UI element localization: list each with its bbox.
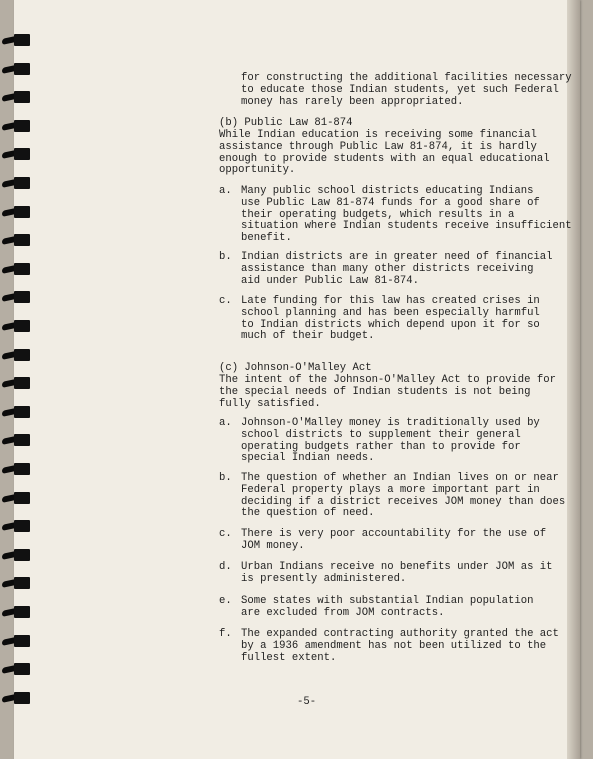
list-item-marker: a. xyxy=(219,417,232,429)
intro-continuation: for constructing the additional facilities necessary to educate those Indian students, yet such Federal money has rarely been appropriated. xyxy=(241,72,572,108)
page-number: -5- xyxy=(297,696,317,708)
list-item-text: The question of whether an Indian lives on or near Federal property plays a more important part in deciding if a district receives JOM money than does the question of need. xyxy=(241,472,566,520)
binding-ring xyxy=(2,202,36,222)
binding-ring xyxy=(2,287,36,307)
binding-ring xyxy=(2,373,36,393)
list-item-marker: c. xyxy=(219,295,232,307)
section-b-body: While Indian education is receiving some financial assistance through Public Law 81-874, it is hardly enough to provide students with an equal educational opportunity. xyxy=(219,129,550,177)
binding-ring xyxy=(2,688,36,708)
page-edge-shadow xyxy=(567,0,580,759)
document-page xyxy=(14,0,580,759)
list-item-marker: c. xyxy=(219,528,232,540)
list-item-marker: f. xyxy=(219,628,232,640)
list-item-text: Many public school districts educating Indians use Public Law 81-874 funds for a good share of their operating budgets, which results in a situation where Indian students receive insufficient benefit. xyxy=(241,185,572,245)
binding-ring xyxy=(2,488,36,508)
binding-ring xyxy=(2,430,36,450)
list-item-marker: b. xyxy=(219,251,232,263)
section-b-heading: (b) Public Law 81-874 xyxy=(219,117,353,129)
binding-ring xyxy=(2,144,36,164)
binding-ring xyxy=(2,116,36,136)
list-item-text: Urban Indians receive no benefits under JOM as it is presently administered. xyxy=(241,561,553,585)
list-item-marker: e. xyxy=(219,595,232,607)
list-item-text: Late funding for this law has created crises in school planning and has been especially harmful to Indian districts which depend upon it for so much of their budget. xyxy=(241,295,540,343)
list-item-marker: a. xyxy=(219,185,232,197)
binding-ring xyxy=(2,459,36,479)
binding-ring xyxy=(2,573,36,593)
binding-ring xyxy=(2,316,36,336)
list-item-text: The expanded contracting authority granted the act by a 1936 amendment has not been utilized to the fullest extent. xyxy=(241,628,559,664)
list-item-text: Johnson-O'Malley money is traditionally used by school districts to supplement their general operating budgets rather than to provide for special Indian needs. xyxy=(241,417,540,465)
binding-ring xyxy=(2,545,36,565)
binding-ring xyxy=(2,631,36,651)
list-item-marker: b. xyxy=(219,472,232,484)
binding-ring xyxy=(2,659,36,679)
section-c-body: The intent of the Johnson-O'Malley Act to provide for the special needs of Indian students is not being fully satisfied. xyxy=(219,374,556,410)
list-item-text: Some states with substantial Indian population are excluded from JOM contracts. xyxy=(241,595,534,619)
list-item-text: Indian districts are in greater need of financial assistance than many other districts receiving aid under Public Law 81-874. xyxy=(241,251,553,287)
list-item-text: There is very poor accountability for the use of JOM money. xyxy=(241,528,547,552)
binding-ring xyxy=(2,230,36,250)
binding-ring xyxy=(2,516,36,536)
binding-ring xyxy=(2,259,36,279)
binding-ring xyxy=(2,87,36,107)
section-c-heading: (c) Johnson-O'Malley Act xyxy=(219,362,372,374)
binding-ring xyxy=(2,59,36,79)
binding-ring xyxy=(2,602,36,622)
binding-ring xyxy=(2,402,36,422)
binding-ring xyxy=(2,345,36,365)
binding-ring xyxy=(2,173,36,193)
binding-ring xyxy=(2,30,36,50)
list-item-marker: d. xyxy=(219,561,232,573)
